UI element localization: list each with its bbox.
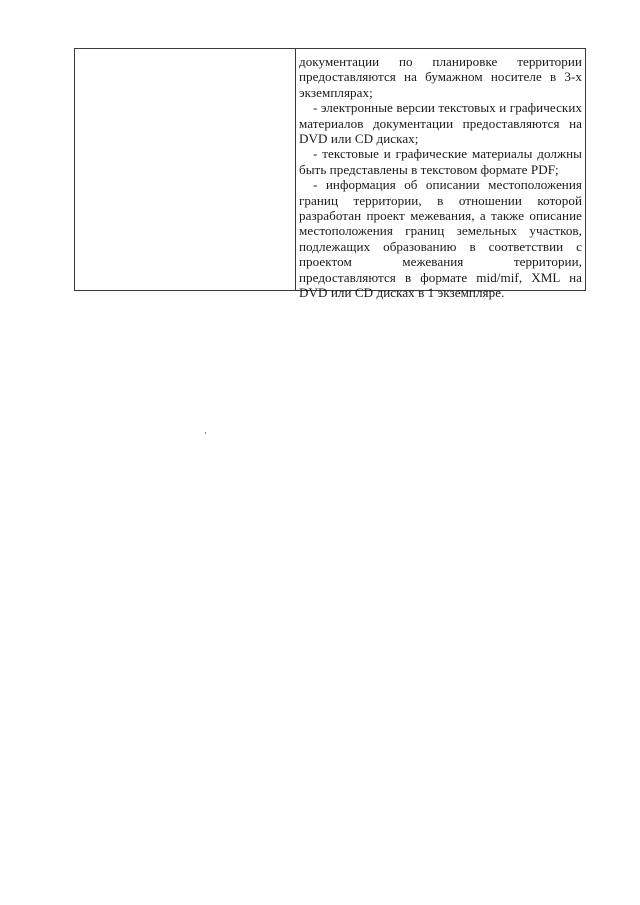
paragraph-boundary-info: - информация об описании местоположения границ территории, в отношении которой разработан проект межевания, а также описание местоположения границ земельных участков, подлежащих образованию в соответствии с проектом межевания территории, предоставляются в формате mid/mif, XML на DVD или CD дисках в 1 экземпляре. <box>299 177 582 301</box>
scan-artifact <box>205 432 206 434</box>
table-cell-left <box>75 49 296 290</box>
paragraph-pdf-format: - текстовые и графические материалы должны быть представлены в текстовом формате PDF; <box>299 146 582 177</box>
requirements-table <box>74 48 586 301</box>
paragraph-paper-copies: документации по планировке территории предоставляются на бумажном носителе в 3-х экземплярах; <box>299 54 582 100</box>
table-cell-right <box>296 49 585 301</box>
paragraph-electronic-versions: - электронные версии текстовых и графических материалов документации предоставляются на DVD или CD дисках; <box>299 100 582 147</box>
